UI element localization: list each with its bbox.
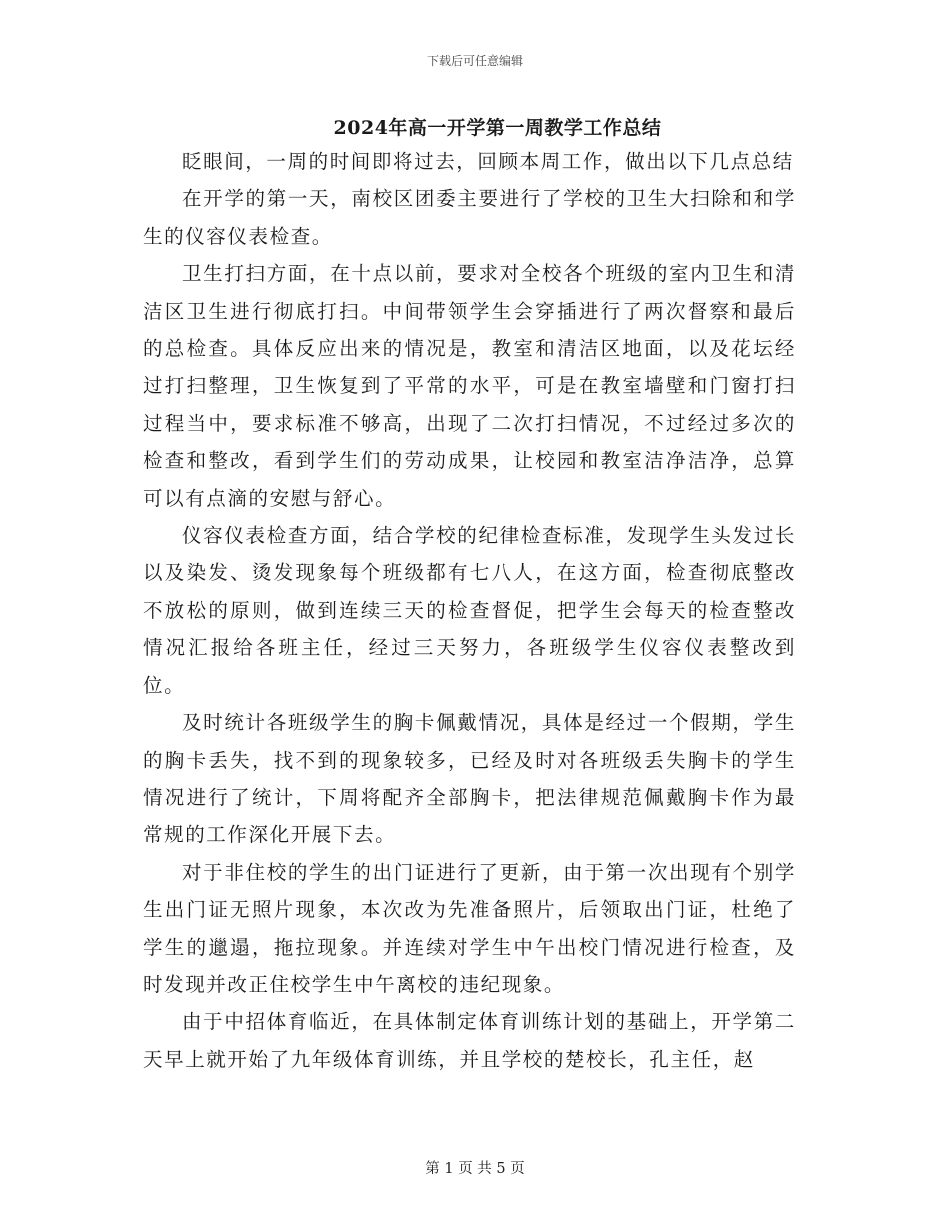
page-number: 第 1 页 共 5 页 xyxy=(425,1161,525,1177)
paragraph-first-day: 在开学的第一天，南校区团委主要进行了学校的卫生大扫除和和学生的仪容仪表检查。 xyxy=(143,187,796,248)
paragraph-pe-training: 由于中招体育临近，在具体制定体育训练计划的基础上，开学第二天早上就开始了九年级体育训练，并且学校的楚校长，孔主任，赵 xyxy=(143,1010,796,1071)
document-title: 2024年高一开学第一周教学工作总结 xyxy=(333,117,662,139)
paragraph-exit-pass: 对于非住校的学生的出门证进行了更新，由于第一次出现有个别学生出门证无照片现象，本次改为先准备照片，后领取出门证，杜绝了学生的邋遢，拖拉现象。并连续对学生中午出校门情况进行检查，及时发现并改正住校学生中午离校的违纪现象。 xyxy=(143,860,796,996)
document-body xyxy=(143,143,796,1078)
page-header-note: 下载后可任意编辑 xyxy=(426,54,523,68)
paragraph-intro: 眨眼间，一周的时间即将过去，回顾本周工作，做出以下几点总结 xyxy=(182,150,794,173)
paragraph-appearance: 仪容仪表检查方面，结合学校的纪律检查标准，发现学生头发过长以及染发、烫发现象每个班级都有七八人，在这方面，检查彻底整改不放松的原则，做到连续三天的检查督促，把学生会每天的检查整改情况汇报给各班主任，经过三天努力，各班级学生仪容仪表整改到位。 xyxy=(143,524,796,697)
paragraph-cleaning: 卫生打扫方面，在十点以前，要求对全校各个班级的室内卫生和清洁区卫生进行彻底打扫。中间带领学生会穿插进行了两次督察和最后的总检查。具体反应出来的情况是，教室和清洁区地面，以及花坛经过打扫整理，卫生恢复到了平常的水平，可是在教室墙壁和门窗打扫过程当中，要求标准不够高，出现了二次打扫情况，不过经过多次的检查和整改，看到学生们的劳动成果，让校园和教室洁净洁净，总算可以有点滴的安慰与舒心。 xyxy=(143,262,796,510)
paragraph-badge: 及时统计各班级学生的胸卡佩戴情况，具体是经过一个假期，学生的胸卡丢失，找不到的现象较多，已经及时对各班级丢失胸卡的学生情况进行了统计，下周将配齐全部胸卡，把法律规范佩戴胸卡作为最常规的工作深化开展下去。 xyxy=(143,711,796,847)
